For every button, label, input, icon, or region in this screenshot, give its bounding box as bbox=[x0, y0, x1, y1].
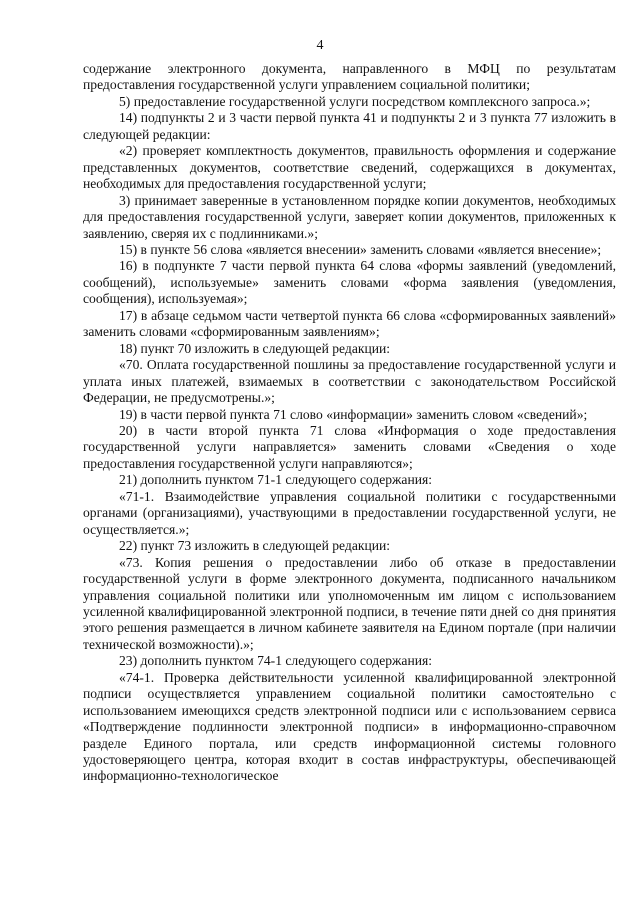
paragraph: 5) предоставление государственной услуги посредством комплексного запроса.»; bbox=[119, 93, 591, 109]
paragraph: 16) в подпункте 7 части первой пункта 64 слова «формы заявлений (уведомлений, сообщений), используемые» заменить словами «форма заявления (уведомления, сообщения), используемая»; bbox=[83, 258, 616, 307]
paragraph: «74-1. Проверка действительности усиленной квалифицированной электронной подписи осуществляется управлением социальной политики самостоятельно с использованием имеющихся средств электронной подписи или с использованием сервиса «Подтверждение подлинности электронной подписи» в информационно-справочном разделе Единого портала, или средств информационной системы головного удостоверяющего центра, которая входит в состав инфраструктуры, обеспечивающей информационно-технологическое bbox=[83, 669, 616, 784]
paragraph: 3) принимает заверенные в установленном порядке копии документов, необходимых для предоставления государственной услуги, заверяет копии документов, приложенных к заявлению, сверяя их с подлинниками.»; bbox=[83, 192, 616, 241]
paragraph: «71-1. Взаимодействие управления социальной политики с государственными органами (организациями), участвующими в предоставлении государственной услуги, не осуществляется.»; bbox=[83, 488, 616, 537]
paragraph: 21) дополнить пунктом 71-1 следующего содержания: bbox=[119, 472, 433, 488]
paragraph: 20) в части второй пункта 71 слова «Информация о ходе предоставления государственной услуги направляется» заменить словами «Сведения о ходе предоставления государственной услуги направляются»; bbox=[83, 422, 616, 471]
paragraph: 19) в части первой пункта 71 слово «информации» заменить словом «сведений»; bbox=[119, 406, 588, 422]
paragraph: «70. Оплата государственной пошлины за предоставление государственной услуги и уплата иных платежей, взимаемых в соответствии с законодательством Российской Федерации, не предусмотрены.»; bbox=[83, 357, 616, 406]
paragraph: 23) дополнить пунктом 74-1 следующего содержания: bbox=[119, 653, 433, 669]
paragraph: 22) пункт 73 изложить в следующей редакции: bbox=[119, 538, 391, 554]
paragraph: 18) пункт 70 изложить в следующей редакции: bbox=[119, 340, 391, 356]
paragraph: «2) проверяет комплектность документов, правильность оформления и содержание представленных документов, соответствие сведений, содержащихся в документах, необходимых для предоставления государственной услуги; bbox=[83, 143, 616, 192]
paragraph: 15) в пункте 56 слова «является внесении» заменить словами «является внесение»; bbox=[119, 241, 602, 257]
page-number: 4 bbox=[316, 38, 324, 53]
document-body bbox=[83, 61, 616, 785]
paragraph: 17) в абзаце седьмом части четвертой пункта 66 слова «сформированных заявлений» заменить словами «сформированным заявлениям»; bbox=[83, 307, 616, 340]
paragraph: «73. Копия решения о предоставлении либо об отказе в предоставлении государственной услуги в форме электронного документа, подписанного начальником управления социальной политики или уполномоченным им лицом с использованием усиленной квалифицированной электронной подписи, в течение пяти дней со дня принятия этого решения размещается в личном кабинете заявителя на Едином портале (при наличии технической возможности).»; bbox=[83, 554, 616, 652]
paragraph: содержание электронного документа, направленного в МФЦ по результатам предоставления государственной услуги управлением социальной политики; bbox=[83, 61, 616, 93]
paragraph: 14) подпункты 2 и 3 части первой пункта 41 и подпункты 2 и 3 пункта 77 изложить в следующей редакции: bbox=[83, 110, 616, 142]
